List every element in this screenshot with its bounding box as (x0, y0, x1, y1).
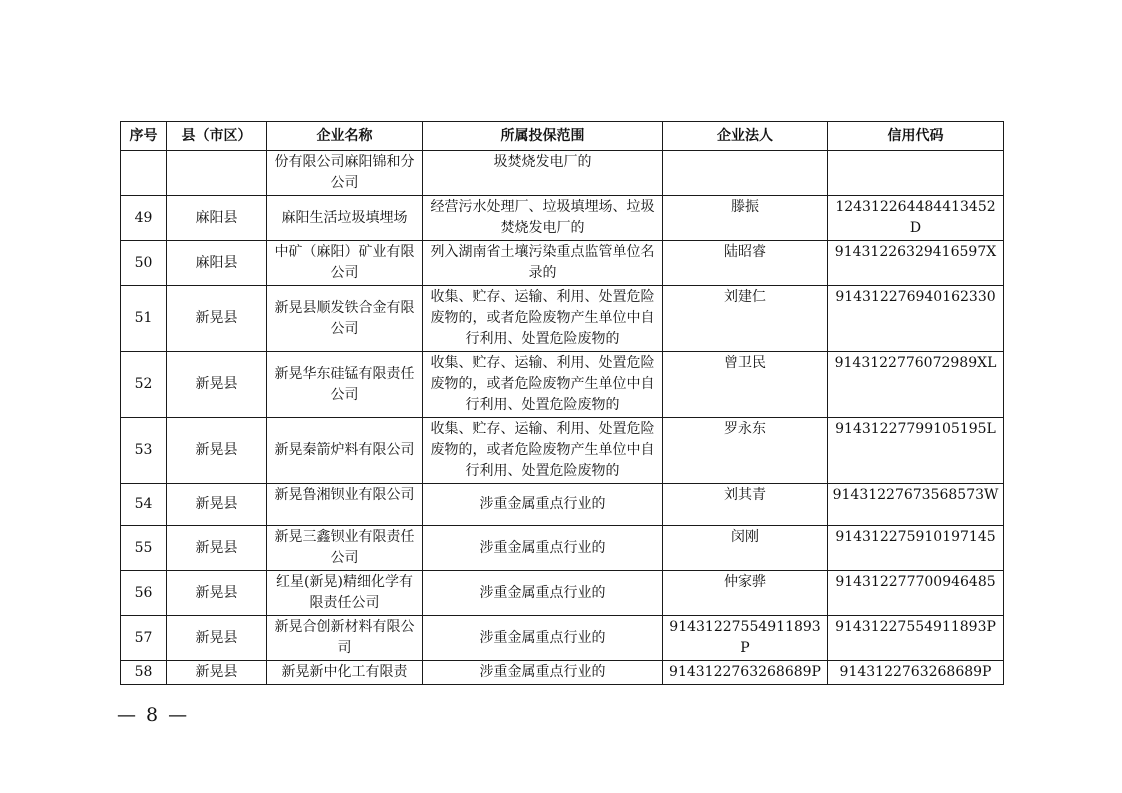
cell-serial (121, 151, 167, 196)
cell-county: 新晃县 (167, 352, 267, 418)
cell-credit-code: 91431226329416597X (828, 241, 1004, 286)
cell-county: 麻阳县 (167, 196, 267, 241)
enterprise-table (120, 121, 1004, 685)
cell-insurance-scope: 经营污水处理厂、垃圾填埋场、垃圾焚烧发电厂的 (423, 196, 663, 241)
header-company-name: 企业名称 (267, 122, 423, 151)
cell-credit-code: 91431227554911893P (828, 616, 1004, 661)
cell-insurance-scope: 涉重金属重点行业的 (423, 484, 663, 526)
table-header-row (121, 122, 1004, 151)
cell-company-name: 新晃华东硅锰有限责任公司 (267, 352, 423, 418)
enterprise-table-container (120, 121, 1003, 685)
table-row (121, 526, 1004, 571)
cell-legal-person: 刘建仁 (663, 286, 828, 352)
cell-credit-code: 124312264484413452D (828, 196, 1004, 241)
table-row (121, 418, 1004, 484)
cell-company-name: 新晃合创新材料有限公司 (267, 616, 423, 661)
cell-serial: 50 (121, 241, 167, 286)
cell-credit-code: 914312277700946485 (828, 571, 1004, 616)
table-row (121, 241, 1004, 286)
cell-company-name: 新晃县顺发铁合金有限公司 (267, 286, 423, 352)
cell-county: 麻阳县 (167, 241, 267, 286)
cell-county: 新晃县 (167, 661, 267, 685)
cell-credit-code: 9143122763268689P (828, 661, 1004, 685)
cell-serial: 57 (121, 616, 167, 661)
cell-legal-person: 曾卫民 (663, 352, 828, 418)
cell-legal-person: 滕振 (663, 196, 828, 241)
cell-insurance-scope: 涉重金属重点行业的 (423, 661, 663, 685)
header-county: 县（市区） (167, 122, 267, 151)
cell-credit-code: 9143122776072989XL (828, 352, 1004, 418)
cell-serial: 56 (121, 571, 167, 616)
table-row (121, 661, 1004, 685)
cell-company-name: 份有限公司麻阳锦和分公司 (267, 151, 423, 196)
cell-insurance-scope: 涉重金属重点行业的 (423, 571, 663, 616)
cell-credit-code: 914312276940162330 (828, 286, 1004, 352)
cell-company-name: 新晃新中化工有限责 (267, 661, 423, 685)
cell-company-name: 麻阳生活垃圾填埋场 (267, 196, 423, 241)
cell-county (167, 151, 267, 196)
cell-insurance-scope: 收集、贮存、运输、利用、处置危险废物的，或者危险废物产生单位中自行利用、处置危险废物的 (423, 352, 663, 418)
cell-company-name: 新晃三鑫钡业有限责任公司 (267, 526, 423, 571)
cell-serial: 54 (121, 484, 167, 526)
cell-county: 新晃县 (167, 286, 267, 352)
cell-credit-code: 914312275910197145 (828, 526, 1004, 571)
cell-legal-person: 闵刚 (663, 526, 828, 571)
cell-legal-person: 9143122763268689P (663, 661, 828, 685)
cell-credit-code: 91431227799105195L (828, 418, 1004, 484)
table-row (121, 571, 1004, 616)
table-row (121, 484, 1004, 526)
table-row (121, 151, 1004, 196)
cell-insurance-scope: 收集、贮存、运输、利用、处置危险废物的，或者危险废物产生单位中自行利用、处置危险废物的 (423, 418, 663, 484)
cell-insurance-scope: 列入湖南省土壤污染重点监管单位名录的 (423, 241, 663, 286)
cell-legal-person: 陆昭睿 (663, 241, 828, 286)
cell-county: 新晃县 (167, 526, 267, 571)
cell-county: 新晃县 (167, 484, 267, 526)
table-body (121, 151, 1004, 685)
cell-serial: 58 (121, 661, 167, 685)
cell-county: 新晃县 (167, 571, 267, 616)
cell-serial: 49 (121, 196, 167, 241)
table-row (121, 352, 1004, 418)
cell-legal-person: 刘其青 (663, 484, 828, 526)
cell-insurance-scope: 涉重金属重点行业的 (423, 526, 663, 571)
cell-legal-person (663, 151, 828, 196)
cell-credit-code (828, 151, 1004, 196)
cell-legal-person: 91431227554911893P (663, 616, 828, 661)
header-legal-person: 企业法人 (663, 122, 828, 151)
header-credit-code: 信用代码 (828, 122, 1004, 151)
cell-county: 新晃县 (167, 418, 267, 484)
cell-serial: 52 (121, 352, 167, 418)
header-insurance-scope: 所属投保范围 (423, 122, 663, 151)
cell-company-name: 红星(新晃)精细化学有限责任公司 (267, 571, 423, 616)
cell-company-name: 中矿（麻阳）矿业有限公司 (267, 241, 423, 286)
cell-company-name: 新晃秦箭炉料有限公司 (267, 418, 423, 484)
cell-county: 新晃县 (167, 616, 267, 661)
cell-legal-person: 罗永东 (663, 418, 828, 484)
cell-insurance-scope: 收集、贮存、运输、利用、处置危险废物的，或者危险废物产生单位中自行利用、处置危险废物的 (423, 286, 663, 352)
cell-company-name: 新晃鲁湘钡业有限公司 (267, 484, 423, 526)
cell-serial: 53 (121, 418, 167, 484)
cell-insurance-scope: 涉重金属重点行业的 (423, 616, 663, 661)
cell-legal-person: 仲家骅 (663, 571, 828, 616)
cell-serial: 55 (121, 526, 167, 571)
cell-credit-code: 91431227673568573W (828, 484, 1004, 526)
cell-insurance-scope: 圾焚烧发电厂的 (423, 151, 663, 196)
table-row (121, 196, 1004, 241)
cell-serial: 51 (121, 286, 167, 352)
page-number: — 8 — (117, 704, 190, 726)
table-row (121, 286, 1004, 352)
header-serial: 序号 (121, 122, 167, 151)
table-row (121, 616, 1004, 661)
